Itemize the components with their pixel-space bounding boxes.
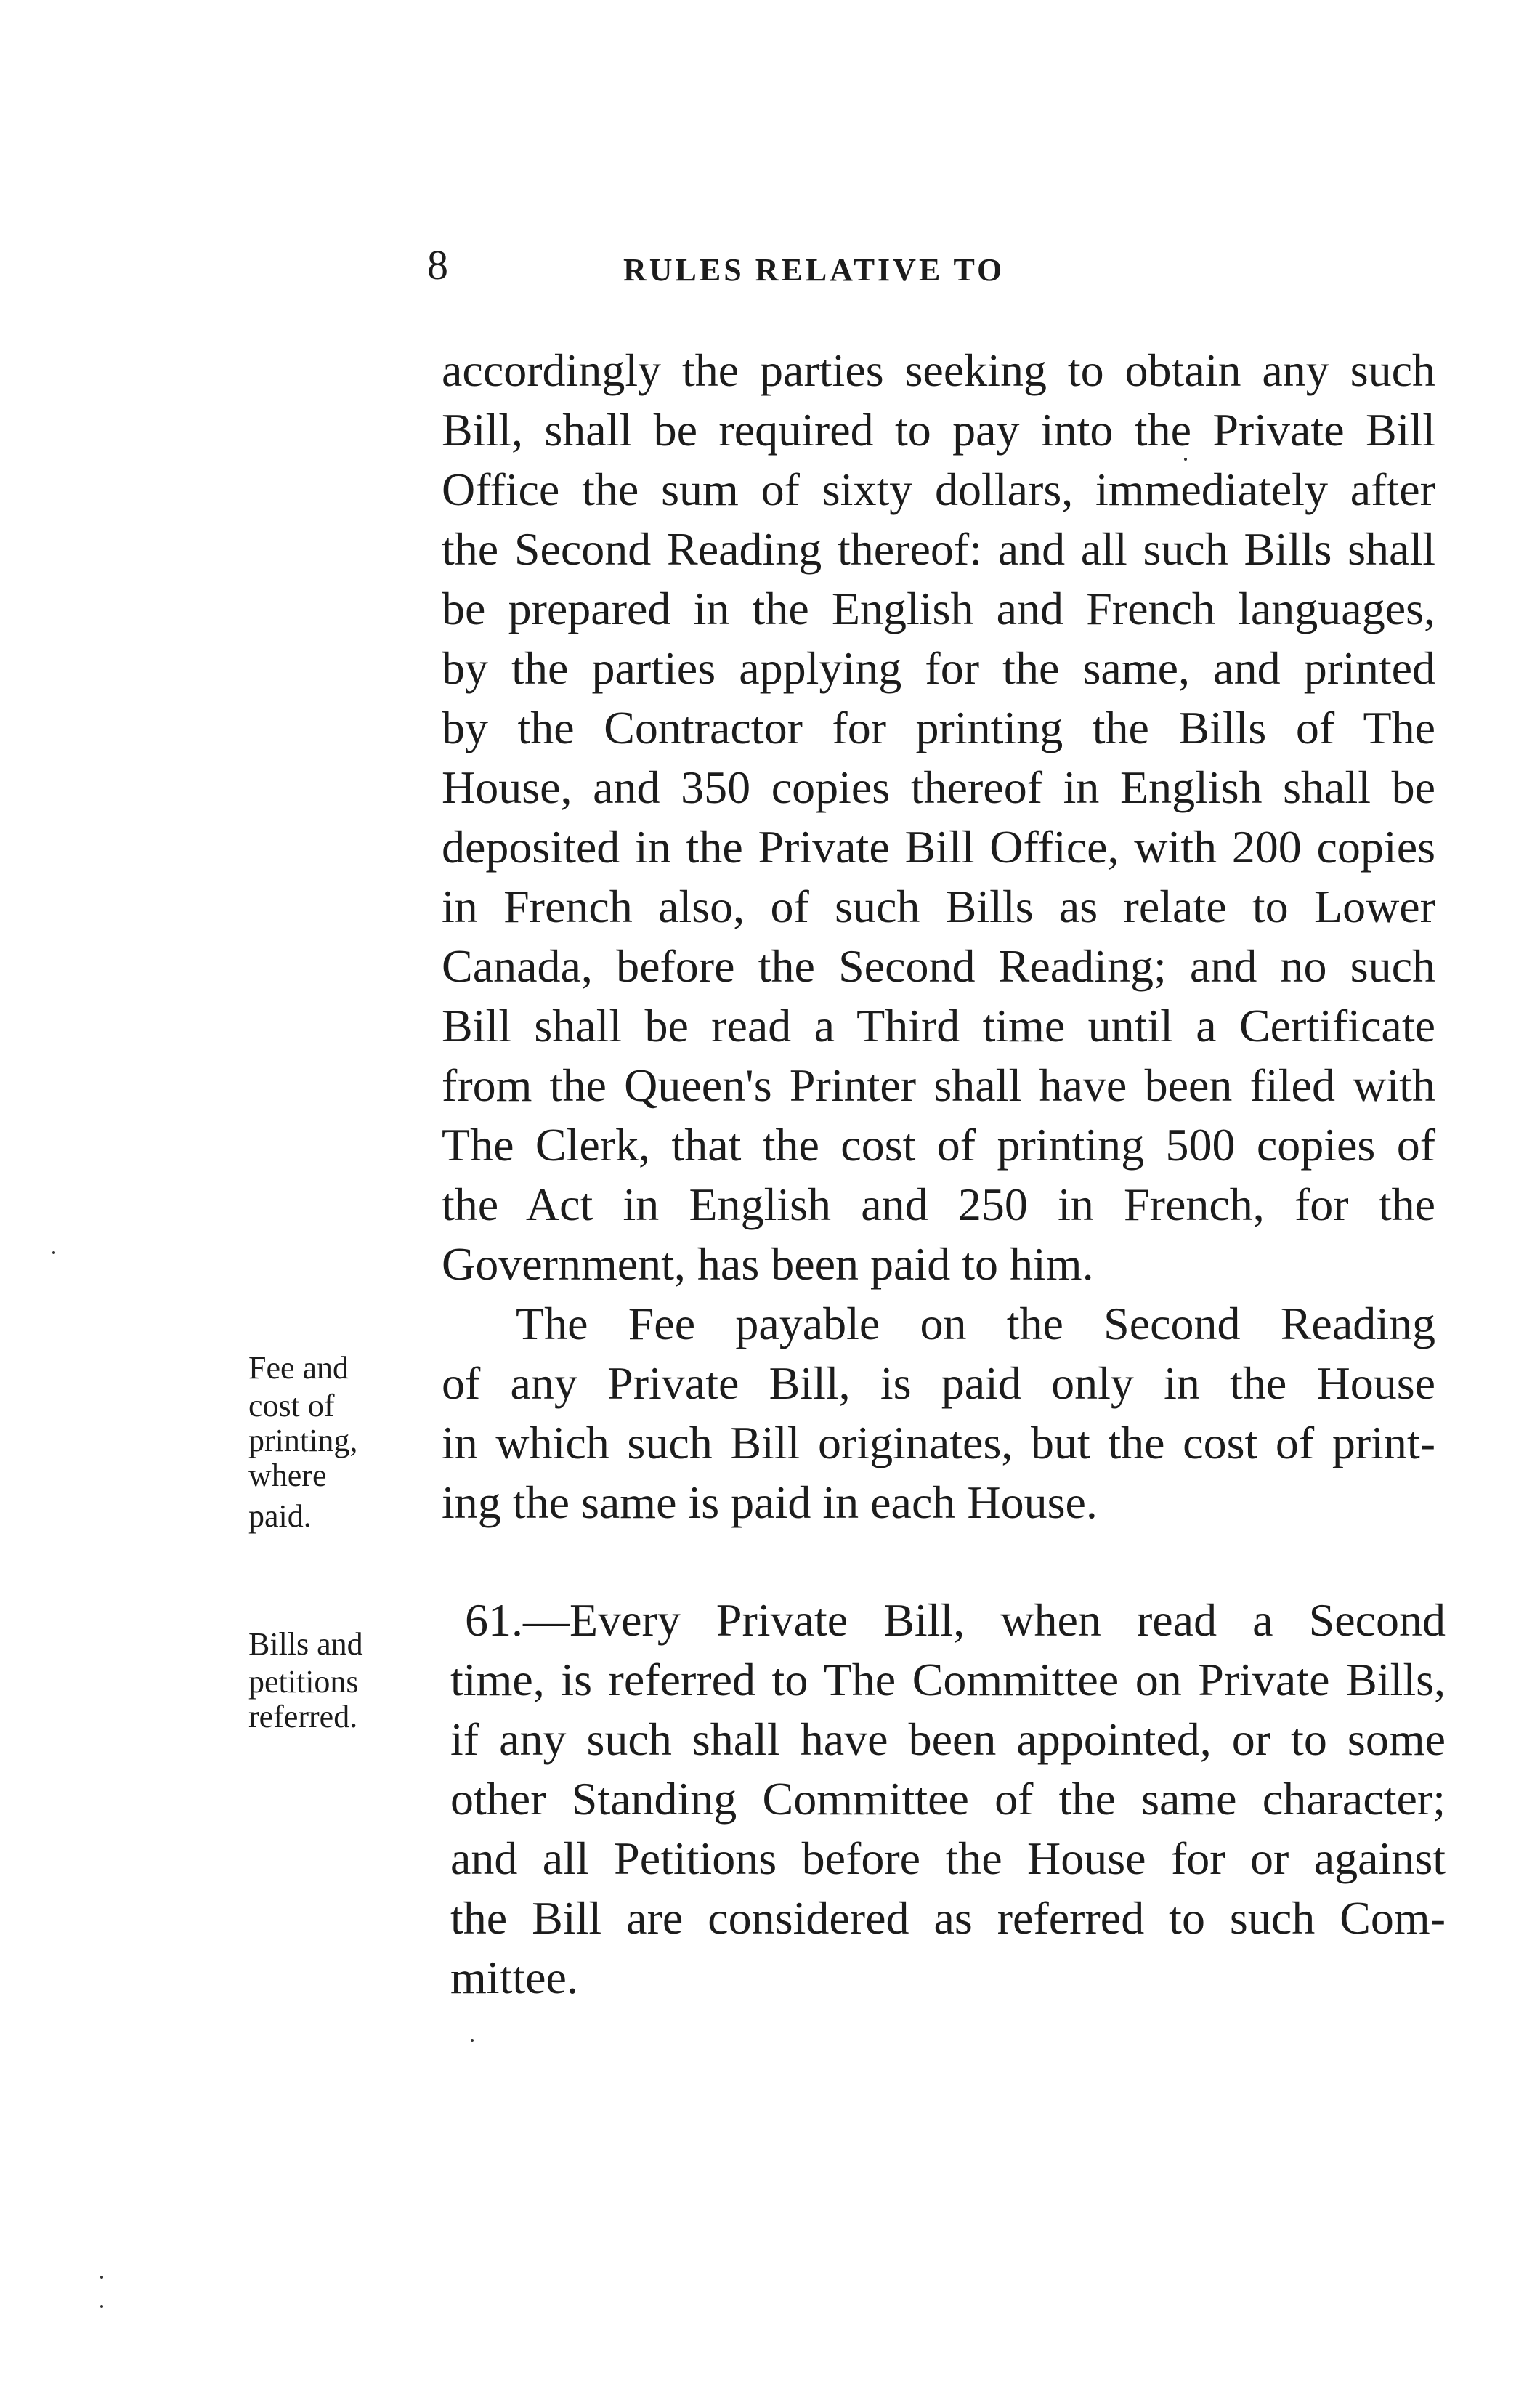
text-line: 61.—Every Private Bill, when read a Second: [465, 1594, 1446, 1646]
text-line: if any such shall have been appointed, or to some: [450, 1713, 1446, 1765]
text-line: the Bill are considered as referred to such Com-: [450, 1892, 1446, 1944]
text-line: Government, has been paid to him.: [442, 1238, 1094, 1290]
text-line: Office the sum of sixty dollars, immediately after: [442, 464, 1435, 515]
text-line: deposited in the Private Bill Office, with 200 copies: [442, 821, 1435, 873]
ink-speck: [471, 2039, 474, 2042]
ink-speck: [100, 2276, 103, 2279]
margin-note-line: referred.: [248, 1699, 358, 1734]
text-line: and all Petitions before the House for or against: [450, 1833, 1446, 1884]
text-line: Bill, shall be required to pay into the Private Bill: [442, 404, 1435, 456]
text-line: be prepared in the English and French languages,: [442, 583, 1435, 634]
text-line: ing the same is paid in each House.: [442, 1476, 1098, 1528]
text-line: Bill shall be read a Third time until a Certificate: [442, 1000, 1435, 1051]
margin-note-line: cost of: [248, 1388, 335, 1423]
margin-note-line: Bills and: [248, 1626, 363, 1662]
text-line: House, and 350 copies thereof in English shall be: [442, 761, 1435, 813]
page-number: 8: [427, 241, 448, 288]
text-line: mittee.: [450, 1952, 578, 2003]
text-line: other Standing Committee of the same character;: [450, 1773, 1446, 1825]
text-line: in which such Bill originates, but the cost of print-: [442, 1417, 1435, 1468]
running-title: RULES RELATIVE TO: [623, 252, 1005, 288]
margin-note-line: where: [248, 1458, 327, 1493]
text-line: The Fee payable on the Second Reading: [516, 1298, 1435, 1349]
text-line: by the Contractor for printing the Bills of The: [442, 702, 1435, 753]
margin-note-line: paid.: [248, 1498, 312, 1534]
ink-speck: [52, 1251, 55, 1254]
text-line: from the Queen's Printer shall have been filed with: [442, 1059, 1435, 1111]
text-line: the Act in English and 250 in French, for the: [442, 1179, 1435, 1230]
text-line: the Second Reading thereof: and all such Bills shall: [442, 523, 1435, 575]
text-line: in French also, of such Bills as relate to Lower: [442, 881, 1435, 932]
ink-speck: [1184, 458, 1187, 461]
margin-note-line: Fee and: [248, 1350, 349, 1386]
text-line: by the parties applying for the same, and printed: [442, 642, 1435, 694]
text-line: accordingly the parties seeking to obtain any such: [442, 344, 1435, 396]
text-line: time, is referred to The Committee on Private Bills,: [450, 1654, 1446, 1705]
margin-note-line: printing,: [248, 1423, 358, 1458]
margin-note-line: petitions: [248, 1664, 359, 1700]
ink-speck: [100, 2305, 103, 2308]
text-line: The Clerk, that the cost of printing 500 copies of: [442, 1119, 1435, 1171]
text-line: Canada, before the Second Reading; and no such: [442, 940, 1435, 992]
text-line: of any Private Bill, is paid only in the House: [442, 1357, 1435, 1409]
